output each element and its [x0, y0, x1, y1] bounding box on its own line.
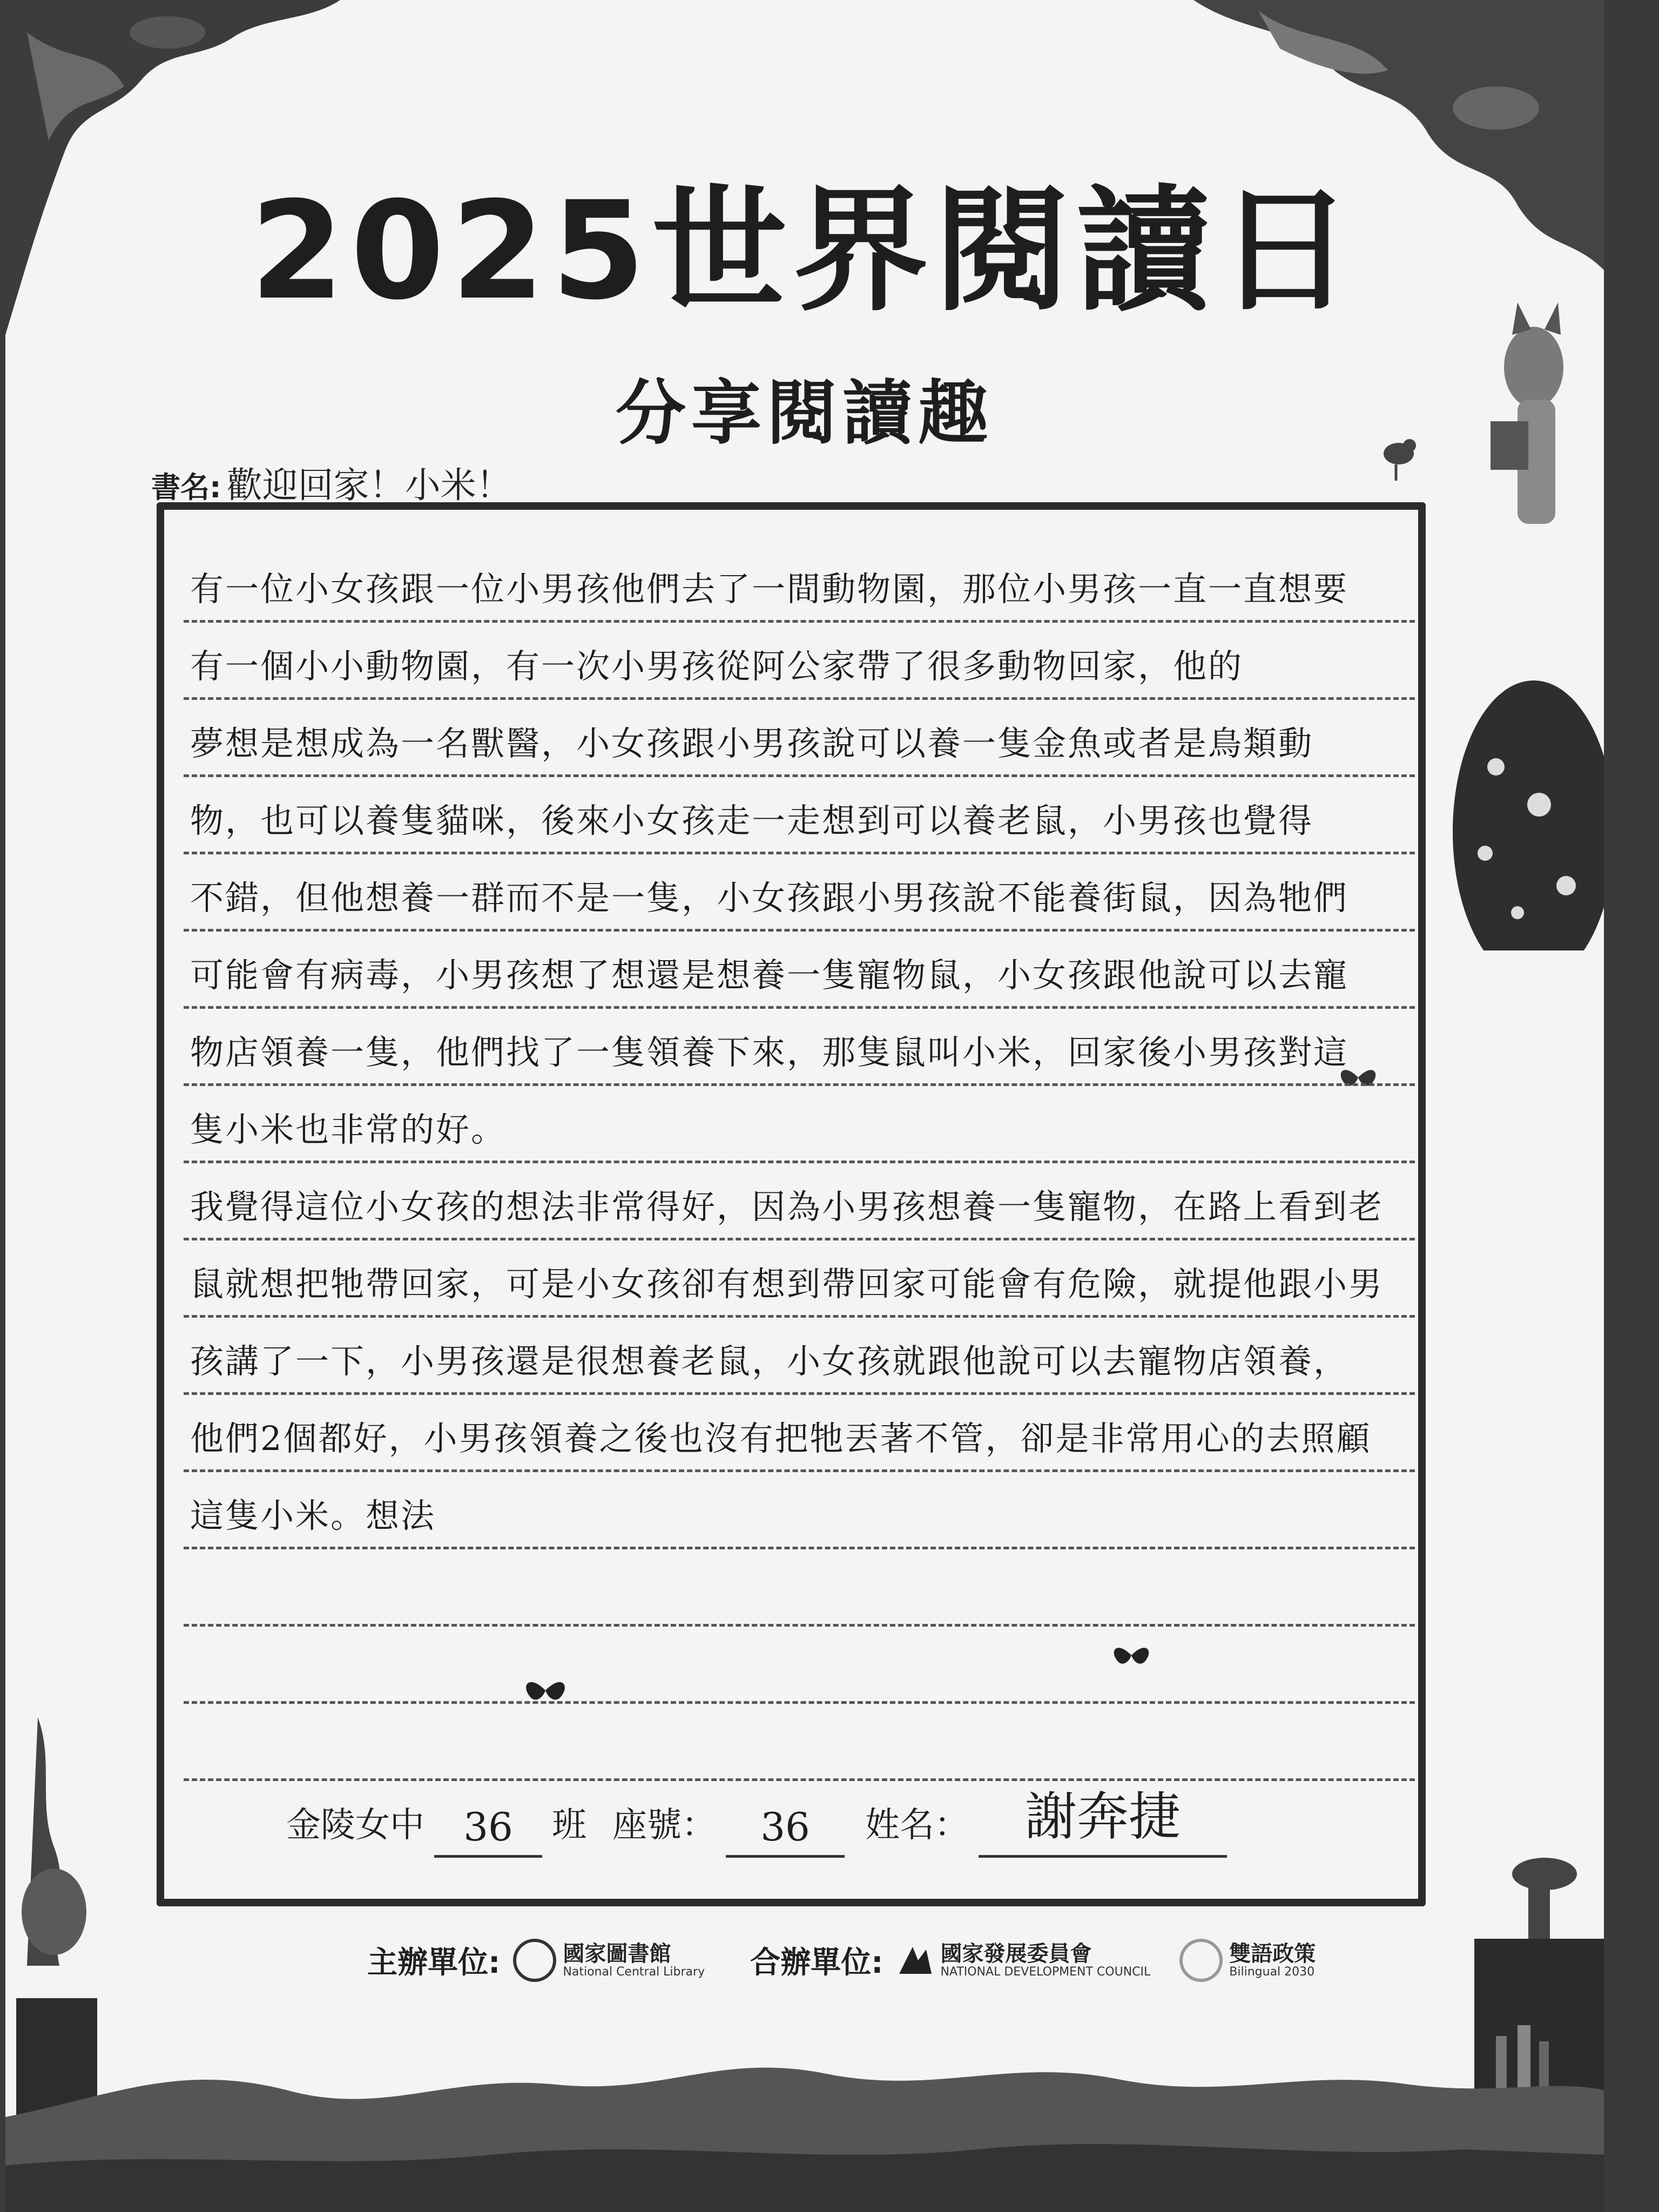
council-name-en: NATIONAL DEVELOPMENT COUNCIL	[940, 1965, 1151, 1979]
student-info-row	[286, 1771, 1366, 1858]
school-name: 金陵女中	[286, 1805, 424, 1845]
essay-line	[184, 1549, 1415, 1627]
essay-line: 物店領養一隻，他們找了一隻領養下來，那隻鼠叫小米，回家後小男孩對這	[184, 1009, 1415, 1086]
book-name-row	[151, 456, 512, 505]
essay-line: 孩講了一下，小男孩還是很想養老鼠，小女孩就跟他說可以去寵物店領養，	[184, 1318, 1415, 1395]
essay-line: 物，也可以養隻貓咪，後來小女孩走一走想到可以養老鼠，小男孩也覺得	[184, 777, 1415, 854]
coorganizer-label: 合辦單位:	[750, 1945, 884, 1980]
book-name-value: 歡迎回家！小米！	[226, 464, 512, 506]
essay-line: 他們2個都好，小男孩領養之後也沒有把牠丟著不管，卻是非常用心的去照顧	[184, 1395, 1415, 1472]
seat-label: 座號：	[612, 1805, 716, 1845]
organizer-label: 主辦單位:	[367, 1945, 501, 1980]
bilingual-mark-icon	[1179, 1939, 1223, 1982]
library-name-cn: 國家圖書館	[563, 1941, 671, 1966]
essay-body	[184, 545, 1415, 1781]
ground-silhouette-bottom-decoration	[5, 2031, 1604, 2212]
page-subtitle: 分享閱讀趣	[615, 372, 994, 454]
development-council-logo	[896, 1942, 1151, 1979]
policy-name-cn: 雙語政策	[1229, 1941, 1316, 1966]
name-label: 姓名：	[865, 1805, 969, 1845]
essay-line	[184, 1704, 1415, 1781]
sponsor-row	[367, 1923, 1393, 1998]
policy-name-en: Bilingual 2030	[1229, 1965, 1315, 1979]
class-label: 班	[552, 1805, 586, 1845]
essay-line: 可能會有病毒，小男孩想了想還是想養一隻寵物鼠，小女孩跟他說可以去寵	[184, 932, 1415, 1009]
essay-line: 我覺得這位小女孩的想法非常得好，因為小男孩想養一隻寵物，在路上看到老	[184, 1163, 1415, 1240]
name-value: 謝奔捷	[979, 1776, 1227, 1858]
essay-line	[184, 1627, 1415, 1704]
essay-line: 夢想是想成為一名獸醫，小女孩跟小男孩說可以養一隻金魚或者是鳥類動	[184, 700, 1415, 777]
council-mark-icon	[896, 1944, 934, 1977]
council-name-cn: 國家發展委員會	[940, 1941, 1092, 1966]
essay-line: 不錯，但他想養一群而不是一隻，小女孩跟小男孩說不能養街鼠，因為牠們	[184, 854, 1415, 932]
essay-line: 這隻小米。想法	[184, 1472, 1415, 1549]
essay-line: 鼠就想把牠帶回家，可是小女孩卻有想到帶回家可能會有危險，就提他跟小男	[184, 1240, 1415, 1318]
page-title: 2025世界閱讀日	[250, 172, 1359, 329]
book-name-label: 書名:	[151, 470, 221, 504]
bilingual-policy-logo	[1179, 1939, 1316, 1982]
national-central-library-logo	[513, 1939, 705, 1982]
library-seal-icon	[513, 1939, 556, 1982]
seat-value: 36	[726, 1804, 845, 1858]
essay-line: 有一個小小動物園，有一次小男孩從阿公家帶了很多動物回家，他的	[184, 623, 1415, 700]
library-name-en: National Central Library	[563, 1965, 705, 1979]
class-value: 36	[434, 1804, 542, 1858]
essay-line: 隻小米也非常的好。	[184, 1086, 1415, 1163]
reading-worksheet	[5, 0, 1604, 2212]
essay-line: 有一位小女孩跟一位小男孩他們去了一間動物園，那位小男孩一直一直想要	[184, 545, 1415, 623]
